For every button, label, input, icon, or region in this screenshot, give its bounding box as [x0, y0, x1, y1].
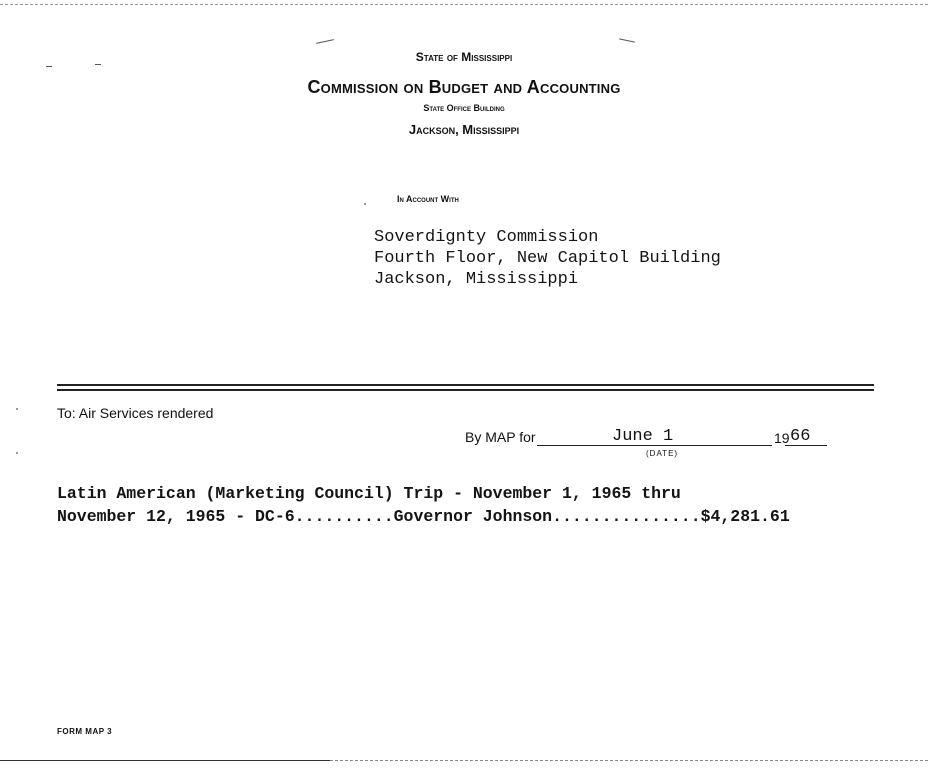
- bottom-perforation: [330, 760, 928, 761]
- bottom-edge-line: [0, 760, 330, 761]
- services-line: To: Air Services rendered: [57, 405, 214, 421]
- margin-speck: [16, 452, 18, 454]
- margin-speck: [16, 408, 18, 410]
- description-line-2: November 12, 1965 - DC-6..........Governor Johnson...............$4,281.61: [57, 507, 790, 526]
- margin-speck: [364, 203, 366, 205]
- account-city: Jackson, Mississippi: [374, 270, 579, 289]
- description-line-1: Latin American (Marketing Council) Trip - November 1, 1965 thru: [57, 484, 681, 503]
- stray-mark: [95, 64, 101, 65]
- double-rule-bottom: [57, 389, 874, 391]
- form-number: FORM MAP 3: [57, 727, 113, 736]
- by-map-label: By MAP for: [465, 429, 536, 445]
- building-heading: State Office Building: [423, 103, 505, 113]
- year-prefix: 19: [774, 430, 790, 446]
- punch-mark-right: [619, 38, 635, 42]
- stray-mark: [46, 66, 52, 67]
- punch-mark-left: [316, 39, 334, 44]
- year-suffix: 66: [790, 427, 811, 446]
- account-address: Fourth Floor, New Capitol Building: [374, 249, 721, 268]
- state-heading: State of Mississippi: [415, 50, 513, 64]
- city-heading: Jackson, Mississippi: [408, 122, 520, 137]
- double-rule-top: [57, 384, 874, 386]
- in-account-with-label: In Account With: [397, 194, 459, 204]
- date-caption: (DATE): [646, 449, 679, 458]
- commission-heading: Commission on Budget and Accounting: [307, 77, 621, 97]
- billing-date: June 1: [612, 427, 674, 446]
- top-perforation: [0, 4, 928, 5]
- account-name: Soverdignty Commission: [374, 228, 599, 247]
